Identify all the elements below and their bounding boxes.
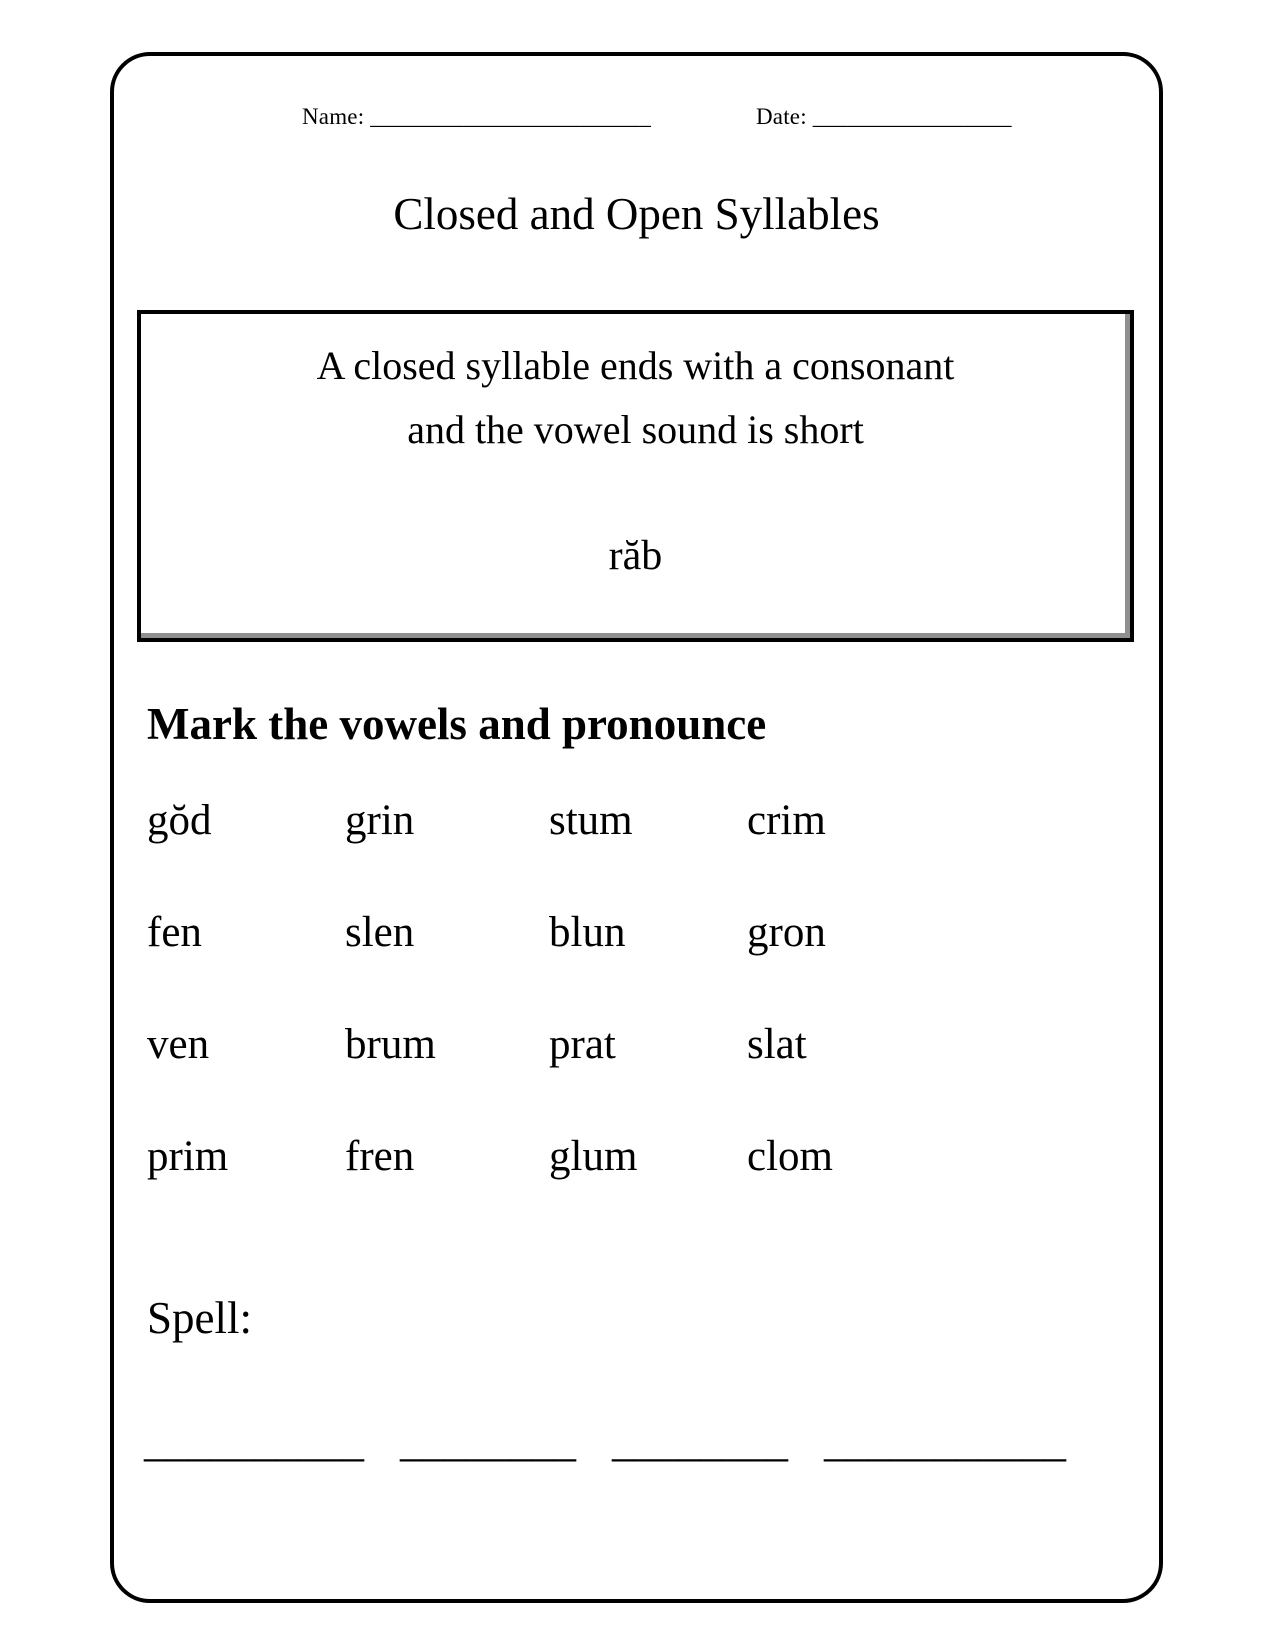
spell-label: Spell: (147, 1293, 253, 1343)
word-grid (147, 796, 833, 1244)
date-blank-line: _________________ (812, 104, 1012, 129)
example-word: răb (608, 533, 663, 579)
word-cell: brum (345, 1021, 436, 1068)
word-cell: blun (549, 909, 626, 956)
definition-line-1: A closed syllable ends with a consonant (316, 343, 955, 388)
word-cell: stum (549, 797, 633, 844)
word-cell: fren (345, 1133, 415, 1180)
word-cell: grin (345, 797, 415, 844)
spell-blank-line: ________ (612, 1417, 788, 1466)
word-cell: prat (549, 1021, 616, 1068)
name-label: Name: (302, 104, 365, 129)
spell-blank-line: ________ (400, 1417, 576, 1466)
word-cell: prim (147, 1133, 229, 1180)
spell-blanks (144, 1416, 1066, 1467)
worksheet-page (110, 52, 1163, 1603)
word-cell: slen (345, 909, 415, 956)
spell-blank-line: ___________ (824, 1417, 1066, 1466)
word-cell: gŏd (147, 797, 212, 844)
word-cell: fen (147, 909, 202, 956)
word-cell: slat (747, 1021, 807, 1068)
date-label: Date: (756, 104, 807, 129)
name-blank-line: ________________________ (370, 104, 652, 129)
date-field (756, 104, 1012, 130)
word-cell: ven (147, 1021, 210, 1068)
word-cell: gron (747, 909, 826, 956)
name-field (302, 104, 651, 130)
word-cell: glum (549, 1133, 638, 1180)
spell-blank-line: __________ (144, 1417, 364, 1466)
definition-line-2: and the vowel sound is short (407, 407, 864, 452)
definition-box (137, 310, 1134, 642)
worksheet-title: Closed and Open Syllables (393, 189, 880, 239)
word-cell: clom (747, 1133, 833, 1180)
section-heading: Mark the vowels and pronounce (147, 699, 767, 749)
word-cell: crim (747, 797, 826, 844)
